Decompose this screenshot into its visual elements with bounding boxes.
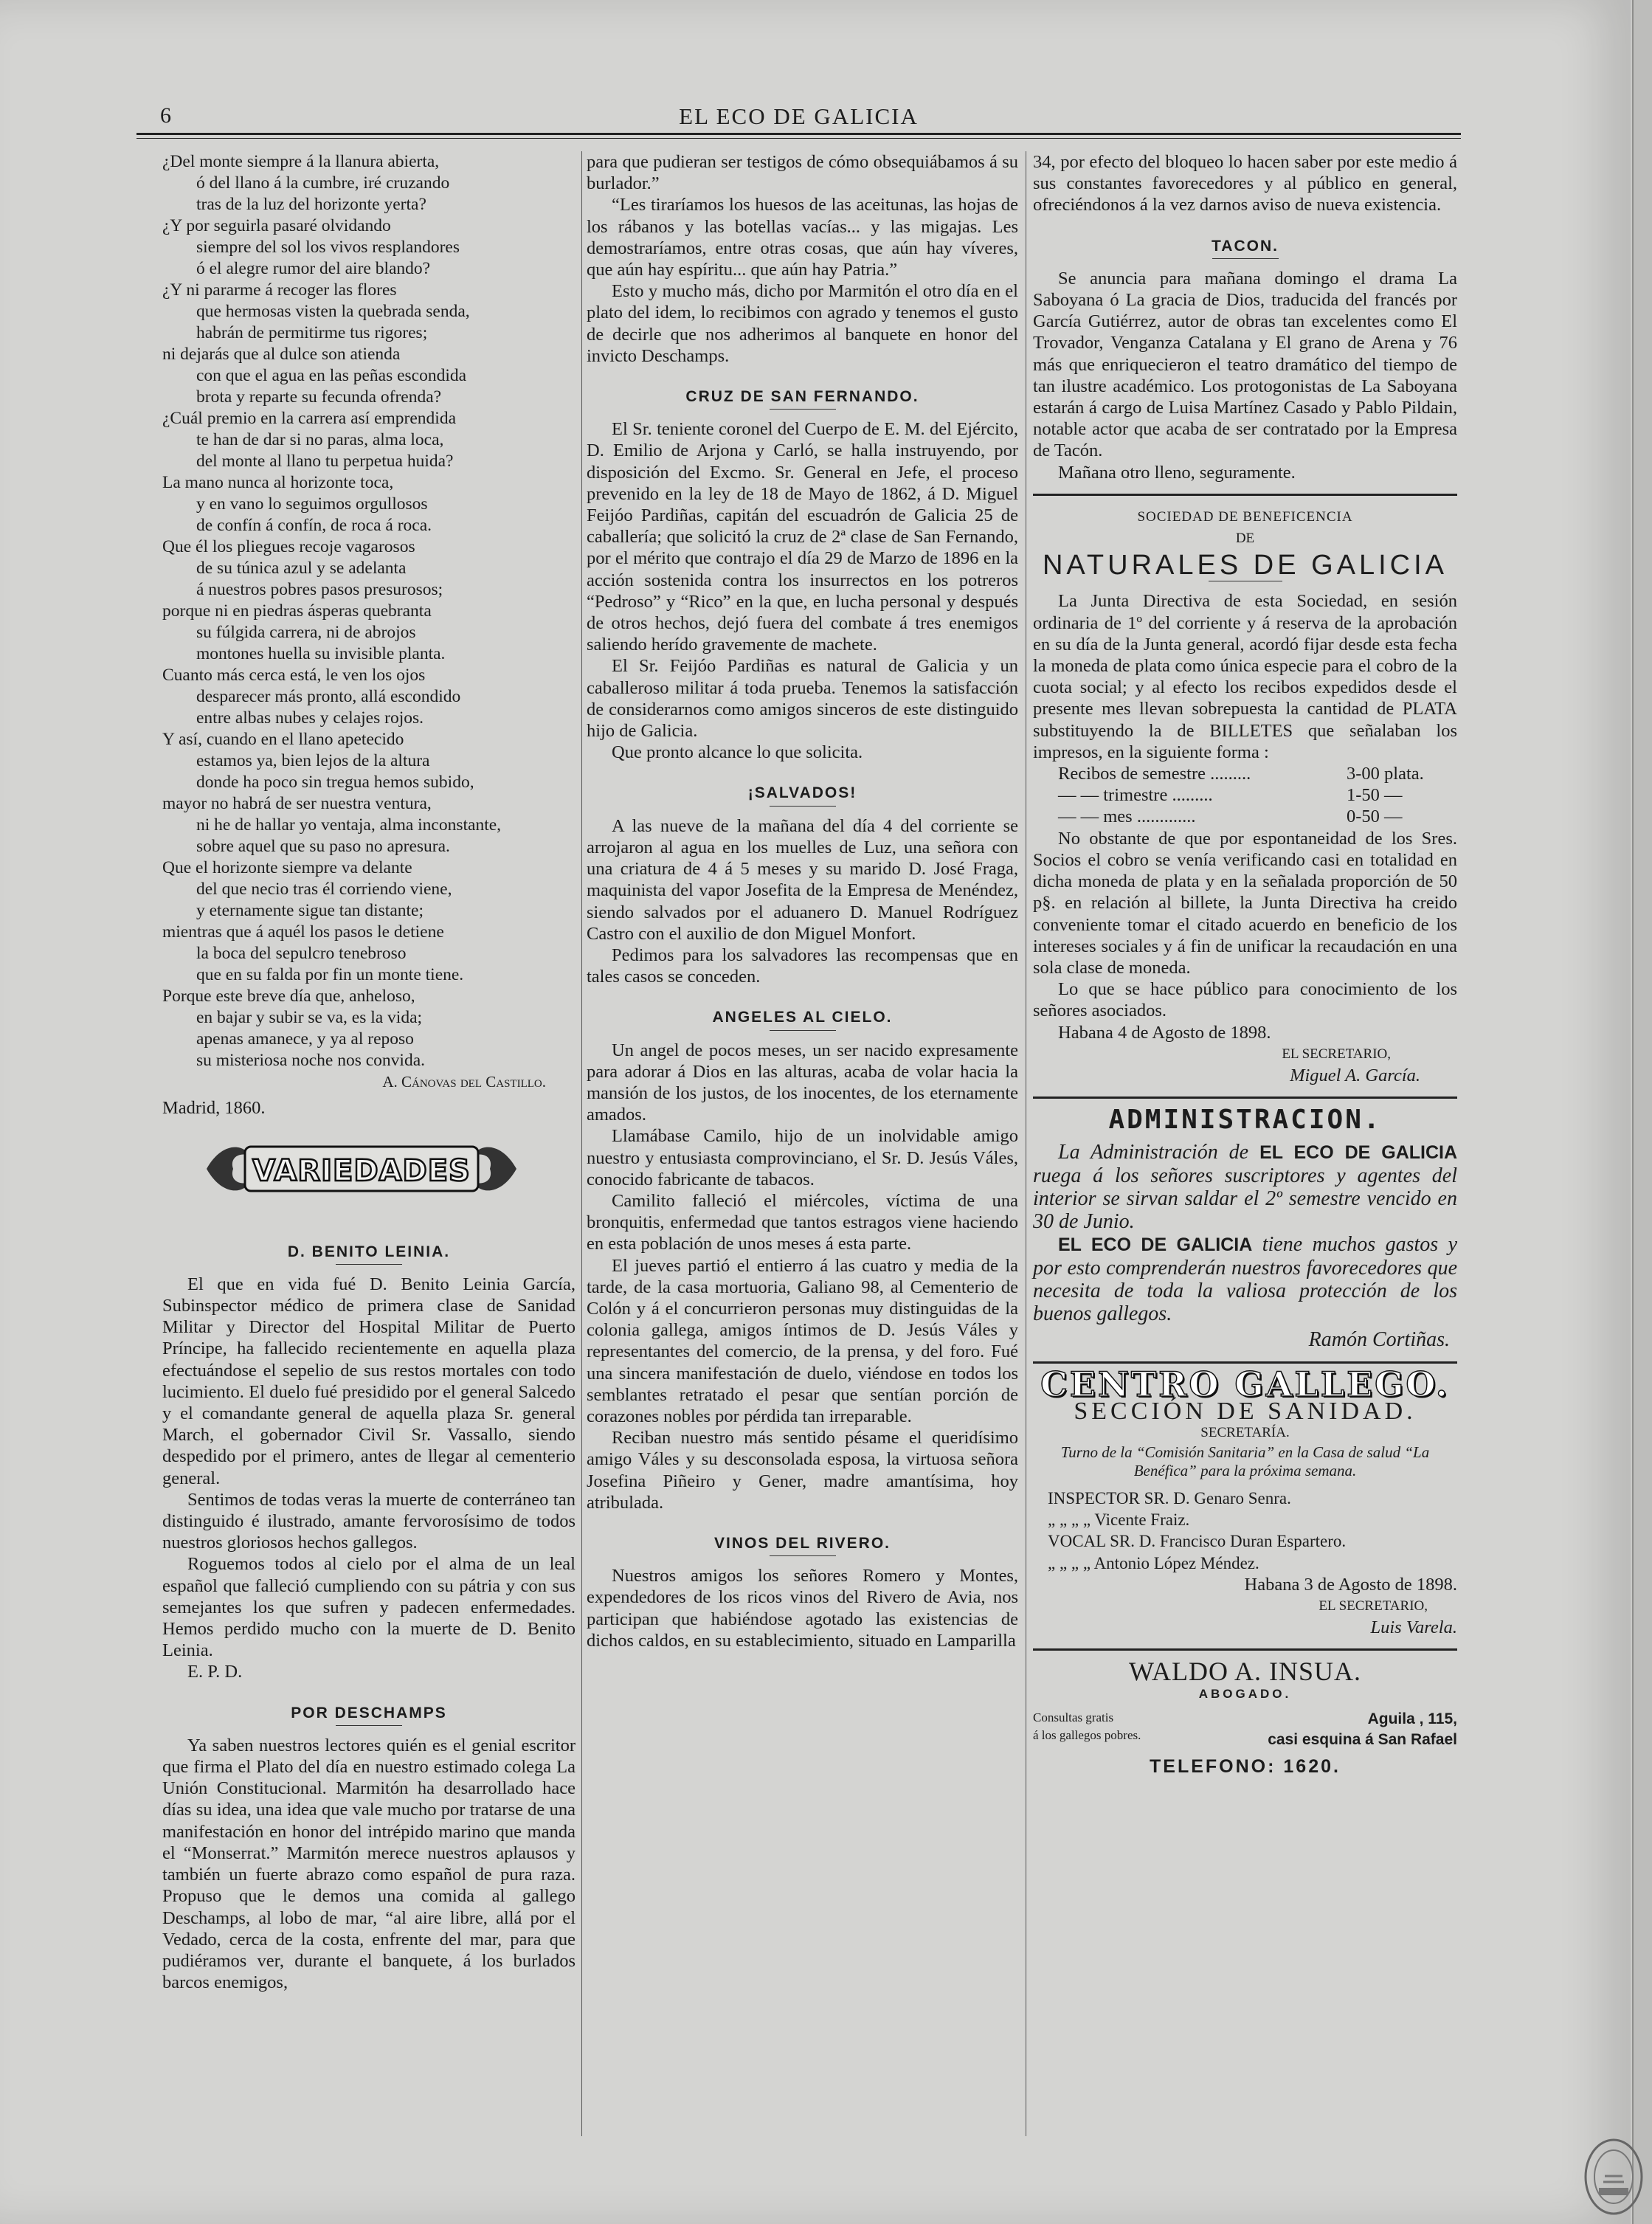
- centro-date: Habana 3 de Agosto de 1898.: [1244, 1574, 1457, 1595]
- poem-line: á nuestros pobres pasos presurosos;: [196, 580, 443, 599]
- newspaper-title: EL ECO DE GALICIA: [679, 103, 919, 129]
- salvados-article: [587, 815, 1018, 988]
- poem-line: desparecer más pronto, allá escondido: [196, 687, 461, 706]
- poem-line: del que necio tras él corriendo viene,: [196, 880, 452, 899]
- library-seal-stamp: [1583, 2136, 1645, 2217]
- section-rule: [1033, 1361, 1457, 1364]
- angeles-paragraph: Un angel de pocos meses, un ser nacido expresamente para adorar á Dios en las alturas, acaba de volar hacia la mansión de los justos, de los inocentes, de los eternamente amados.: [587, 1040, 1018, 1125]
- society-date: Habana 4 de Agosto de 1898.: [1058, 1022, 1271, 1043]
- column-2: [587, 151, 1018, 1651]
- centro-gallego-title: CENTRO GALLEGO.: [1040, 1364, 1450, 1405]
- column-3: [1033, 151, 1457, 1778]
- fee-ledger: [1033, 763, 1457, 828]
- cruz-paragraph: El Sr. teniente coronel del Cuerpo de E. M. del Ejército, D. Emilio de Arjona y Carló, se halla instruyendo, por disposición del Excmo. Sr. General en Jefe, el proceso prevenido en la ley de 18 de Mayo de 1862, á D. Miguel Feijóo Pardiñas, capitán del escuadrón de Galicia 25 de caballería; que solicitó la cruz de 2ª clase de San Fernando, por el mérito que contrajo el día 29 de Marzo de 1896 en la acción sostenida contra los insurrectos en los potreros “Pedroso” y “Rico” en la que, en lucha personal y después de otros hechos, dejó fuera del combate á tres enemigos saliendo herído gravemente de machete.: [587, 419, 1018, 655]
- section-rule: [1033, 494, 1457, 496]
- header-rule-thin: [136, 138, 1461, 139]
- secretary-name: Miguel A. García.: [1290, 1065, 1420, 1085]
- adm-paper-name: EL ECO DE GALICIA: [1058, 1234, 1253, 1256]
- centro-name-line: „ „ „ „ Vicente Fraiz.: [1048, 1510, 1190, 1530]
- deschamps-paragraph: “Les tiraríamos los huesos de las aceitunas, las hojas de los rábanos y las botellas vacías... y las migajas. Les demostraríamos, entre otras cosas, que aún hay víveres, que aún hay espíritu... que aún hay Patria.”: [587, 195, 1018, 280]
- poem-date: Madrid, 1860.: [162, 1098, 266, 1119]
- section-rule: [1033, 1648, 1457, 1651]
- poem-line: de confín á confín, de roca á roca.: [196, 516, 432, 535]
- poem-line: brota y reparte su fecunda ofrenda?: [196, 387, 442, 407]
- ledger-label: — — mes .............: [1058, 807, 1196, 827]
- poem-line: estamos ya, bien lejos de la altura: [196, 751, 430, 770]
- poem-line: ¿Y por seguirla pasaré olvidando: [162, 216, 391, 235]
- poem-line: habrán de permitirme tus rigores;: [196, 323, 428, 342]
- secretary-label: EL SECRETARIO,: [1282, 1046, 1391, 1062]
- leinia-paragraph: E. P. D.: [187, 1662, 243, 1682]
- poem-line: del monte al llano tu perpetua huida?: [196, 452, 454, 471]
- poem-line: te han de dar si no paras, alma loca,: [196, 430, 444, 449]
- lawyer-consult: Consultas gratis: [1033, 1710, 1114, 1724]
- column-divider: [581, 151, 582, 2136]
- banner-text: VARIEDADES: [252, 1154, 471, 1189]
- section-title: ¡SALVADOS!: [747, 784, 857, 802]
- centro-turno: Turno de la “Comisión Sanitaria” en la Casa de salud “La Benéfica” para la próxima semana.: [1060, 1443, 1430, 1479]
- poem: [162, 151, 576, 1071]
- poem-line: ¿Cuál premio en la carrera así emprendida: [162, 409, 456, 428]
- section-title: ANGELES AL CIELO.: [712, 1009, 893, 1026]
- centro-name-line: INSPECTOR SR. D. Genaro Senra.: [1048, 1488, 1291, 1508]
- lawyer-title: ABOGADO.: [1198, 1686, 1292, 1701]
- poem-line: que en su falda por fin un monte tiene.: [196, 965, 464, 984]
- centro-sec-label: EL SECRETARIO,: [1319, 1598, 1428, 1614]
- poem-line: ¿Del monte siempre á la llanura abierta,: [162, 152, 440, 171]
- vinos-continued: 34, por efecto del bloqueo lo hacen saber por este medio á sus constantes favorecedores y al público en general, ofreciéndonos á la vez darnos aviso de nueva existencia.: [1033, 152, 1457, 215]
- society-paragraph: Lo que se hace público para conocimiento de los señores asociados.: [1033, 979, 1457, 1021]
- poem-line: en bajar y subir se va, es la vida;: [196, 1008, 423, 1027]
- poem-line: su fúlgida carrera, ni de abrojos: [196, 623, 416, 642]
- section-title: TACON.: [1212, 237, 1279, 255]
- adm-text: tiene muchos gastos y por esto comprenderán nuestros favorecedores que necesita de toda la valiosa protección de los buenos gallegos.: [1033, 1233, 1458, 1326]
- poem-line: Cuanto más cerca está, le ven los ojos: [162, 666, 426, 685]
- centro-sec-name: Luis Varela.: [1370, 1617, 1457, 1638]
- tacon-article: [1033, 268, 1457, 483]
- section-title: POR DESCHAMPS: [291, 1704, 447, 1721]
- vinos-paragraph: Nuestros amigos los señores Romero y Montes, expendedores de los ricos vinos del Rivero de Avia, nos participan que habiéndose agotado las existencias de dichos caldos, en su establecimiento, situado en Lamparilla: [587, 1566, 1018, 1651]
- adm-signature: Ramón Cortiñas.: [1308, 1328, 1450, 1352]
- poem-line: siempre del sol los vivos resplandores: [196, 238, 460, 257]
- column-1: [162, 151, 576, 1993]
- deschamps-continued: [587, 151, 1018, 367]
- ledger-amount: 0-50 —: [1347, 807, 1403, 827]
- society-paragraph: No obstante de que por espontaneidad de los Sres. Socios el cobro se venía verificando casi en totalidad en dicha moneda de plata y en la señalada proporción de 50 p§. en relación al billete, la Junta Directiva ha creido conveniente tomar el citado acuerdo en beneficio de los intereses sociales y á fin de unificar la recaudación en una sola clase de moneda.: [1033, 828, 1457, 978]
- poem-line: mayor no habrá de ser nuestra ventura,: [162, 794, 432, 813]
- page-header: [136, 103, 1461, 136]
- ledger-label: Recibos de semestre .........: [1058, 764, 1251, 784]
- section-title: VINOS DEL RIVERO.: [714, 1534, 891, 1552]
- administracion-notice: [1033, 1141, 1457, 1351]
- centro-secretaria: SECRETARÍA.: [1200, 1424, 1290, 1440]
- centro-section: SECCIÓN DE SANIDAD.: [1074, 1397, 1417, 1425]
- lawyer-address: Aguila , 115,: [1367, 1710, 1457, 1727]
- angeles-paragraph: El jueves partió el entierro á las cuatro y media de la tarde, de la casa mortuoria, Galiano 98, al Cementerio de Colón y á el concurrieron personas muy distinguidas de la colonia gallega, amigos íntimos de D. Jesús Váles y representantes del comercio, de la prensa, y del foro. Fué una sincera manifestación de duelo, viéndose en todos los semblantes retratado el pesar que sentían porción de corazones nobles por pérdida tan irreparable.: [587, 1255, 1018, 1426]
- lawyer-details: [1033, 1709, 1457, 1750]
- poem-line: ni dejarás que al dulce son atienda: [162, 345, 401, 364]
- poem-line: con que el agua en las peñas escondida: [196, 366, 467, 385]
- ledger-row: [1033, 784, 1457, 806]
- ledger-amount: 3-00 plata.: [1347, 764, 1424, 784]
- ledger-amount: 1-50 —: [1347, 785, 1403, 806]
- society-line-1: SOCIEDAD DE BENEFICENCIA: [1137, 508, 1353, 525]
- poem-line: de su túnica azul y se adelanta: [196, 559, 407, 578]
- tacon-paragraph: Se anuncia para mañana domingo el drama La Saboyana ó La gracia de Dios, traducida del francés por García Gutiérrez, autor de obras tan excelentes como El Trovador, Venganza Catalana y El grano de Arena y 76 más que enriquecieron el teatro dramático del tiempo de tan ilustre académico. Los protogonistas de La Saboyana estarán á cargo de Luisa Martínez Casado y Pablo Pildain, notable actor que acaba de ser contratado por la Empresa de Tacón.: [1033, 268, 1457, 461]
- ledger-label: — — trimestre .........: [1058, 785, 1213, 806]
- poem-line: que hermosas visten la quebrada senda,: [196, 302, 470, 321]
- cruz-article: [587, 418, 1018, 763]
- ledger-row: [1033, 763, 1457, 784]
- angeles-paragraph: Reciban nuestro más sentido pésame el queridísimo amigo Váles y su desconsolada esposa, la virtuosa señora Josefina Piñeiro y Gener, madre amantísima, hoy atribulada.: [587, 1428, 1018, 1513]
- section-title: D. BENITO LEINIA.: [287, 1243, 451, 1260]
- society-name: NATURALES DE GALICIA: [1042, 550, 1448, 581]
- variedades-banner: [199, 1135, 524, 1203]
- society-line-2: DE: [1235, 531, 1255, 547]
- leinia-paragraph: Roguemos todos al cielo por el alma de un leal español que falleció cumpliendo con su pátria y con sus semejantes los que sufren y padecen enfermedades. Hemos perdido mucho con la muerte de D. Benito Leinia.: [162, 1554, 576, 1661]
- angeles-paragraph: Llamábase Camilo, hijo de un inolvidable amigo nuestro y entusiasta comprovinciano, el Sr. D. Jesús Váles, conocido fabricante de tabacos.: [587, 1126, 1018, 1189]
- lawyer-phone: TELEFONO: 1620.: [1150, 1755, 1341, 1777]
- poem-line: tras de la luz del horizonte yerta?: [196, 195, 426, 214]
- page-edge: [1632, 0, 1652, 2224]
- section-title: CRUZ DE SAN FERNANDO.: [685, 388, 919, 406]
- poem-line: ó el alegre rumor del aire blando?: [196, 259, 431, 278]
- leinia-article: [162, 1274, 576, 1683]
- poem-line: la boca del sepulcro tenebroso: [196, 944, 407, 963]
- centro-name-line: VOCAL SR. D. Francisco Duran Espartero.: [1048, 1532, 1347, 1551]
- cruz-paragraph: Que pronto alcance lo que solicita.: [612, 742, 863, 763]
- section-rule: [1033, 1097, 1457, 1099]
- poem-line: Y así, cuando en el llano apetecido: [162, 730, 404, 749]
- administracion-title: ADMINISTRACION.: [1108, 1105, 1382, 1136]
- poem-line: porque ni en piedras ásperas quebranta: [162, 601, 432, 621]
- poem-line: mientras que á aquél los pasos le detiene: [162, 922, 444, 942]
- salvados-paragraph: Pedimos para los salvadores las recompensas que en tales casos se conceden.: [587, 944, 1018, 987]
- poem-line: sobre aquel que su paso no apresura.: [196, 837, 450, 856]
- angeles-paragraph: Camilito falleció el miércoles, víctima de una bronquitis, enfermedad que tantos estragos viene haciendo en esta población de unos meses á esta parte.: [587, 1190, 1018, 1254]
- page-number: 6: [160, 103, 171, 128]
- adm-text: La Administración de: [1058, 1141, 1249, 1164]
- salvados-paragraph: A las nueve de la mañana del día 4 del corriente se arrojaron al agua en los muelles de Luz, una señora con una criatura de 4 á 5 meses y su marido D. José Fraga, maquinista del vapor Josefita de la Empresa de Menéndez, siendo salvados por el aduanero D. Manuel Rodríguez Castro con el auxilio de don Miguel Monfort.: [587, 815, 1018, 944]
- society-paragraph: La Junta Directiva de esta Sociedad, en sesión ordinaria de 1º del corriente y á reserva de la aprobación en su día de la Junta general, acordó fijar desde esta fecha la moneda de plata como única especie para el cobro de la cuota social; y al efecto los recibos expedidos desde el presente mes llevan sobrepuesta la cantidad de PLATA substituyendo la de BILLETES que señalaban los impresos, en la siguiente forma :: [1033, 591, 1457, 762]
- leinia-paragraph: El que en vida fué D. Benito Leinia García, Subinspector médico de primera clase de Sanidad Militar y Director del Hospital Militar de Puerto Príncipe, ha fallecido recientemente en aquella plaza efectuándose el sepelio de sus restos mortales con todo lucimiento. El duelo fué presidido por el general Salcedo y el comandante general de aquella plaza Sr. general March, el gobernador Civil Sr. Vassallo, siendo despedido por el primero, antes de llegar al cementerio general.: [162, 1274, 576, 1488]
- poem-line: La mano nunca al horizonte toca,: [162, 473, 394, 492]
- poem-line: entre albas nubes y celajes rojos.: [196, 708, 424, 728]
- poem-line: Que el horizonte siempre va delante: [162, 858, 412, 877]
- poem-line: apenas amanece, y ya al reposo: [196, 1029, 414, 1049]
- adm-paper-name: EL ECO DE GALICIA: [1259, 1142, 1458, 1164]
- deschamps-paragraph: para que pudieran ser testigos de cómo obsequiábamos á su burlador.”: [587, 152, 1018, 194]
- poem-line: Que él los pliegues recoje vagarosos: [162, 537, 415, 556]
- poem-line: ó del llano á la cumbre, iré cruzando: [196, 173, 450, 193]
- poem-line: donde ha poco sin tregua hemos subido,: [196, 773, 474, 792]
- lawyer-name: WALDO A. INSUA.: [1129, 1657, 1361, 1687]
- poem-line: montones huella su invisible planta.: [196, 644, 446, 663]
- adm-text: ruega á los señores suscriptores y agentes del interior se sirvan saldar el 2º semestre vencido en 30 de Junio.: [1033, 1164, 1457, 1234]
- poem-line: ¿Y ni pararme á recoger las flores: [162, 280, 397, 300]
- angeles-article: [587, 1040, 1018, 1513]
- tacon-paragraph: Mañana otro lleno, seguramente.: [1058, 462, 1296, 483]
- poem-line: ni he de hallar yo ventaja, alma inconstante,: [196, 815, 502, 835]
- poem-line: Porque este breve día que, anheloso,: [162, 987, 415, 1006]
- header-rule: [136, 133, 1461, 135]
- deschamps-paragraph: Esto y mucho más, dicho por Marmitón el otro día en el plato del idem, lo recibimos con agrado y tenemos el gusto de decirle que nos adherimos al banquete en honor del invicto Deschamps.: [587, 281, 1018, 366]
- leinia-paragraph: Sentimos de todas veras la muerte de conterráneo tan distinguido é ilustrado, amante fervorosísimo de todos nuestros gloriosos hechos gallegos.: [162, 1489, 576, 1553]
- cruz-paragraph: El Sr. Feijóo Pardiñas es natural de Galicia y un caballeroso militar á toda prueba. Tenemos la satisfacción de considerarnos como amigos sinceros de este distinguido hijo de Galicia.: [587, 656, 1018, 742]
- centro-name-line: „ „ „ „ Antonio López Méndez.: [1048, 1553, 1259, 1572]
- poem-author: A. Cánovas del Castillo.: [382, 1073, 546, 1091]
- centro-names: [1048, 1488, 1457, 1574]
- poem-line: su misteriosa noche nos convida.: [196, 1051, 426, 1070]
- poem-line: y eternamente sigue tan distante;: [196, 901, 424, 920]
- lawyer-address: casi esquina á San Rafael: [1268, 1730, 1457, 1748]
- ledger-row: [1033, 806, 1457, 827]
- poem-line: y en vano lo seguimos orgullosos: [196, 494, 428, 514]
- deschamps-paragraph: Ya saben nuestros lectores quién es el genial escritor que firma el Plato del día en nuestro estimado colega La Unión Constitucional. Marmitón ha desarrollado hace días su idea, una idea que vale mucho por tratarse de una manifestación en honor del intrépido marino que manda el “Monserrat.” Marmitón merece nuestros aplausos y también un fuerte abrazo como español de pura raza. Propuso que le demos una comida al gallego Deschamps, al lobo de mar, “al aire libre, allá por el Vedado, cerca de la costa, enfrente del mar, para que pudiéramos ver, durante el banquete, á los burlados barcos enemigos,: [162, 1735, 576, 1993]
- lawyer-consult: á los gallegos pobres.: [1033, 1727, 1141, 1742]
